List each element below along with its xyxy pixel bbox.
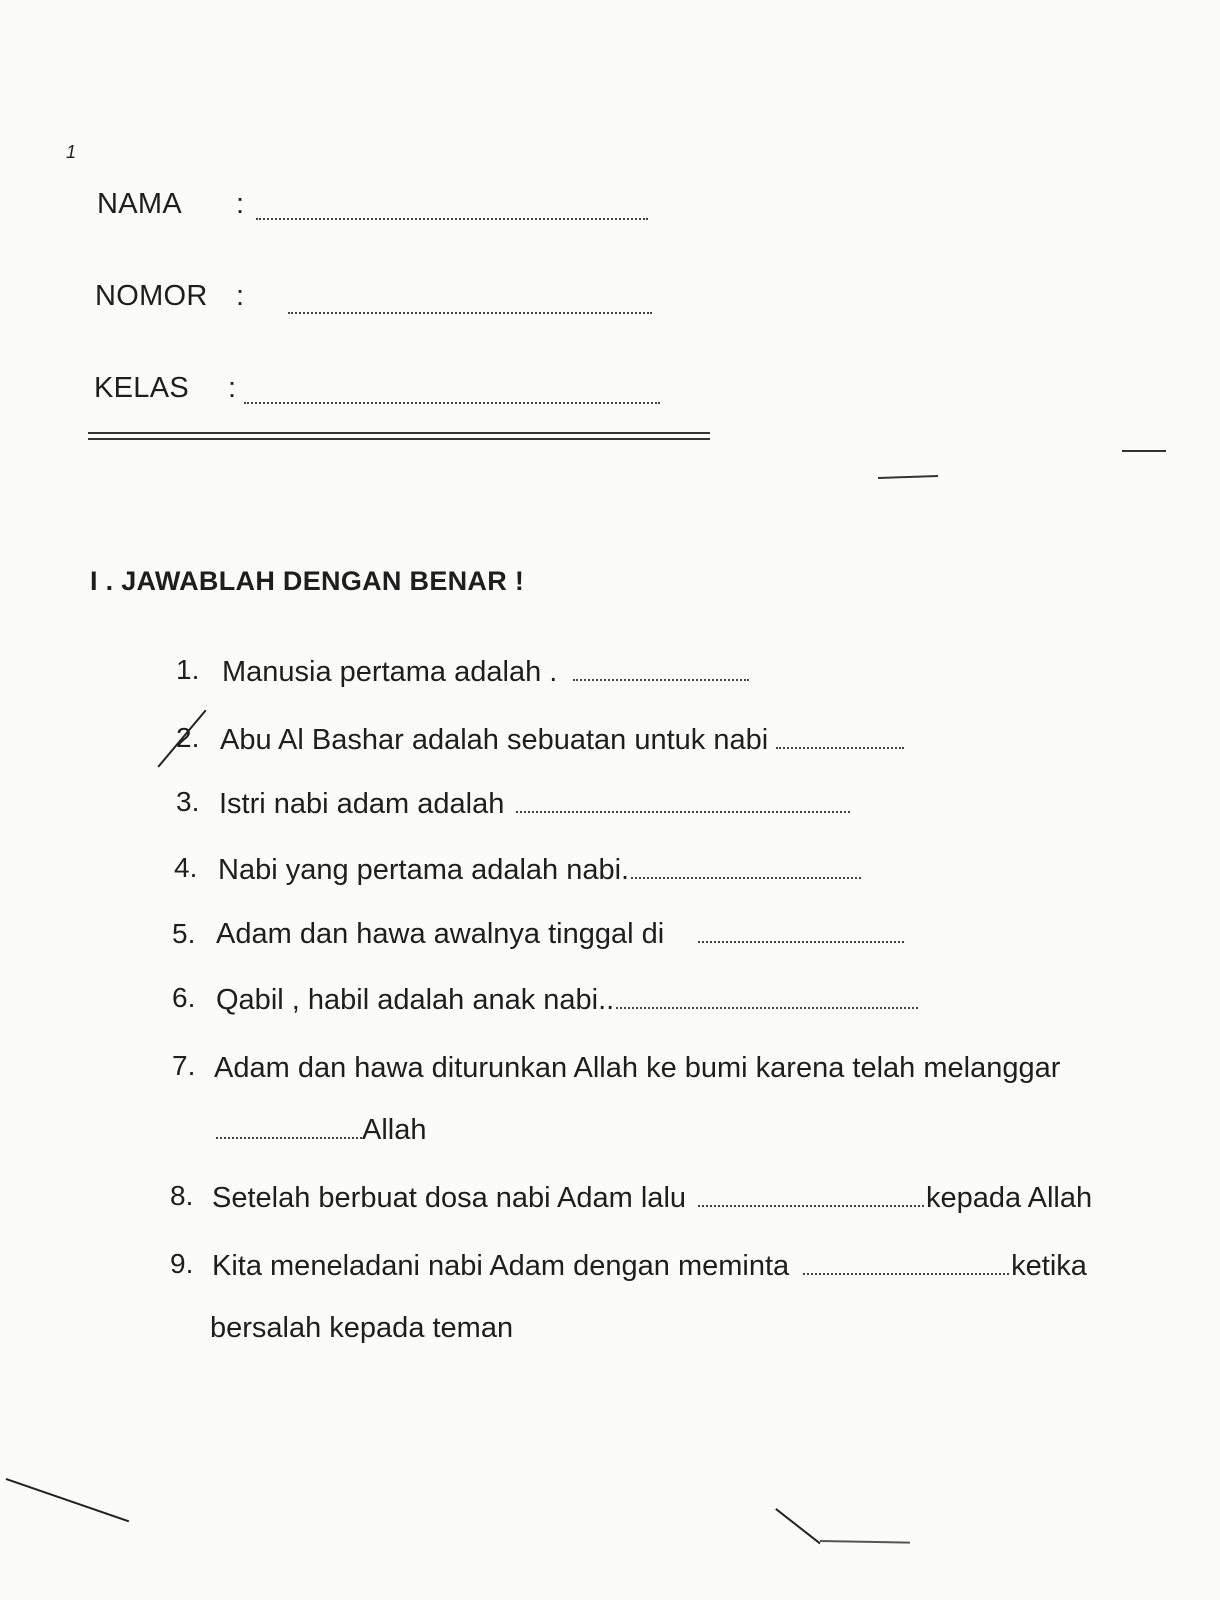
header-divider — [88, 432, 710, 434]
question-text — [212, 1250, 1087, 1283]
kelas-colon: : — [228, 372, 237, 404]
question-text-continued — [210, 1312, 513, 1345]
question-7-text: Adam dan hawa diturunkan Allah ke bumi karena telah melanggar — [214, 1052, 1061, 1084]
question-number: 4. — [174, 852, 198, 883]
nama-colon: : — [236, 188, 245, 220]
question-text — [218, 854, 863, 887]
question-number: 7. — [172, 1050, 196, 1081]
nama-label: NAMA — [97, 188, 182, 220]
scan-mark — [820, 1540, 910, 1543]
edge-mark — [1122, 450, 1166, 452]
answer-blank[interactable] — [631, 876, 861, 879]
edge-mark-2 — [878, 475, 938, 479]
question-text — [216, 918, 906, 951]
question-1-text: Manusia pertama adalah . — [222, 656, 558, 688]
section-heading: I . JAWABLAH DENGAN BENAR ! — [90, 566, 525, 596]
nomor-label: NOMOR — [95, 280, 208, 312]
question-text-continued — [216, 1114, 427, 1147]
answer-blank[interactable] — [616, 1006, 918, 1009]
question-number: 3. — [176, 786, 200, 817]
answer-blank[interactable] — [573, 678, 749, 681]
margin-mark: 1 — [66, 142, 77, 162]
question-text — [214, 1052, 1060, 1085]
answer-blank[interactable] — [803, 1272, 1009, 1275]
question-number: 8. — [170, 1180, 194, 1211]
question-9-continuation: bersalah kepada teman — [210, 1312, 514, 1344]
answer-blank[interactable] — [698, 1204, 924, 1207]
question-number: 5. — [172, 918, 196, 949]
question-9-text: Kita meneladani nabi Adam dengan meminta — [212, 1250, 790, 1282]
question-2-text: Abu Al Bashar adalah sebuatan untuk nabi — [220, 724, 769, 756]
nomor-field[interactable] — [288, 312, 652, 314]
question-6-text: Qabil , habil adalah anak nabi.. — [216, 984, 615, 1016]
kelas-label: KELAS — [94, 372, 189, 404]
answer-blank[interactable] — [698, 940, 904, 943]
question-7-continuation: Allah — [362, 1114, 427, 1146]
question-5-text: Adam dan hawa awalnya tinggal di — [216, 918, 665, 950]
question-8-after: kepada Allah — [926, 1182, 1093, 1214]
question-number: 1. — [176, 654, 200, 685]
question-9-after: ketika — [1011, 1250, 1087, 1282]
question-3-text: Istri nabi adam adalah — [219, 788, 505, 820]
question-text — [219, 788, 852, 821]
question-text — [212, 1182, 1092, 1215]
scan-mark — [776, 1508, 821, 1544]
question-text — [216, 984, 920, 1017]
question-8-text: Setelah berbuat dosa nabi Adam lalu — [212, 1182, 687, 1214]
answer-blank[interactable] — [776, 746, 904, 749]
scan-mark — [6, 1478, 129, 1522]
question-4-text: Nabi yang pertama adalah nabi. — [218, 854, 630, 886]
question-text — [220, 724, 906, 757]
header-divider-2 — [88, 438, 710, 440]
question-number: 9. — [170, 1248, 194, 1279]
nama-field[interactable] — [256, 218, 648, 220]
question-text — [222, 656, 751, 689]
question-number: 2. — [176, 722, 200, 753]
nomor-colon: : — [236, 280, 245, 312]
answer-blank[interactable] — [216, 1136, 362, 1139]
question-number: 6. — [172, 982, 196, 1013]
answer-blank[interactable] — [516, 810, 850, 813]
kelas-field[interactable] — [244, 402, 660, 404]
